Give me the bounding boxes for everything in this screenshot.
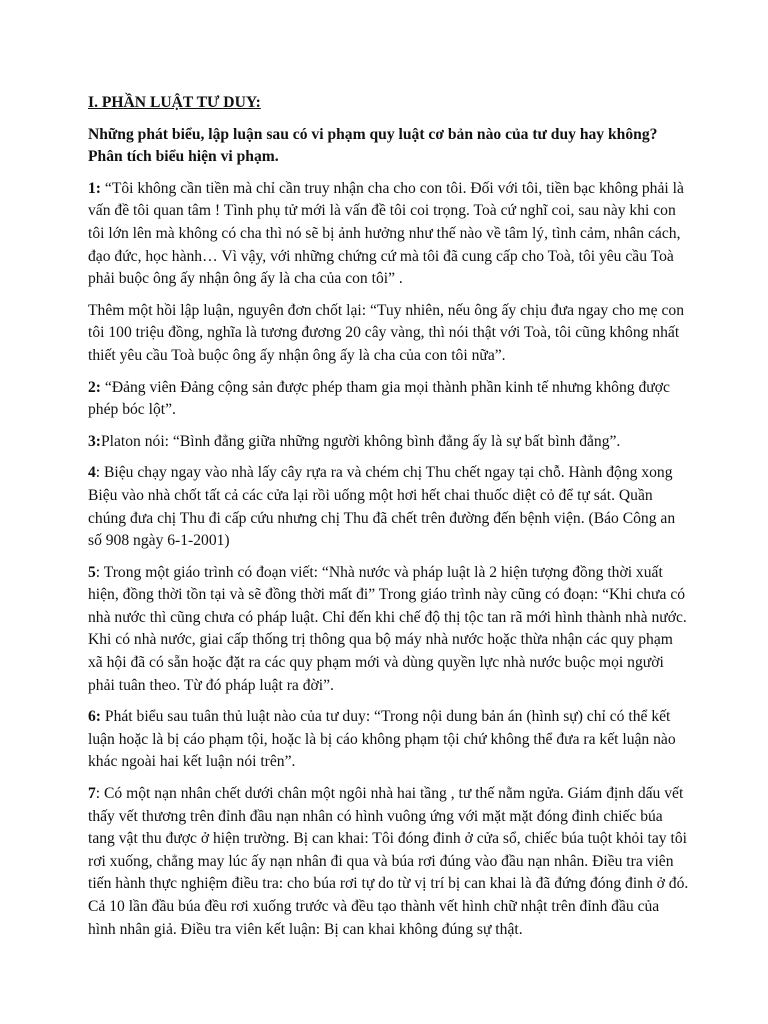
- exercise-number: 4: [88, 464, 96, 482]
- exercise-number: 3:: [88, 432, 101, 450]
- exercise-number: 7: [88, 785, 96, 803]
- exercise-number: 1:: [88, 179, 101, 197]
- exercise-7: [88, 783, 690, 941]
- exercise-text: “Đảng viên Đảng cộng sản được phép tham gia mọi thành phần kinh tế nhưng không được phép bóc lột”.: [88, 378, 670, 419]
- exercise-5: [88, 562, 690, 698]
- section-heading: I. PHẦN LUẬT TƯ DUY:: [88, 94, 261, 111]
- document-page: [88, 92, 690, 950]
- exercise-text: : Biệu chạy ngay vào nhà lấy cây rựa ra và chém chị Thu chết ngay tại chỗ. Hành động xong Biệu vào nhà chốt tất cả các cửa lại rồi uống một hơi hết chai thuốc diệt cỏ để tự sát. Quần chúng đưa chị Thu đi cấp cứu nhưng chị Thu đã chết trên đường đến bệnh viện. (Báo Công an số 908 ngày 6-1-2001): [88, 464, 676, 550]
- exercise-number: 2:: [88, 378, 101, 396]
- exercise-4: [88, 462, 690, 552]
- exercise-text: Platon nói: “Bình đẳng giữa những người không bình đẳng ấy là sự bất bình đẳng”.: [101, 432, 621, 450]
- exercise-number: 5: [88, 563, 96, 581]
- exercise-1: [88, 178, 690, 291]
- exercise-1-continuation: [88, 300, 690, 368]
- exercise-2: [88, 377, 690, 422]
- exercise-text: Thêm một hồi lập luận, nguyên đơn chốt lại: “Tuy nhiên, nếu ông ấy chịu đưa ngay cho mẹ con tôi 100 triệu đồng, nghĩa là tương đương 20 cây vàng, thì nói thật với Toà, tôi cũng không nhất thiết yêu cầu Toà buộc ông ấy nhận ông ấy là cha của con tôi nữa”.: [88, 301, 685, 364]
- question-prompt: Những phát biểu, lập luận sau có vi phạm quy luật cơ bản nào của tư duy hay không? Phân tích biểu hiện vi phạm.: [88, 125, 658, 166]
- exercise-number: 6:: [88, 708, 101, 726]
- exercise-text: : Trong một giáo trình có đoạn viết: “Nhà nước và pháp luật là 2 hiện tượng đồng thời xuất hiện, đồng thời tồn tại và sẽ đồng thời mất đi” Trong giáo trình này cũng có đoạn: “Khi chưa có nhà nước thì cũng chưa có pháp luật. Chỉ đến khi chế độ thị tộc tan rã mới hình thành nhà nước. Khi có nhà nước, giai cấp thống trị thông qua bộ máy nhà nước hoặc thừa nhận các quy phạm xã hội đã có sẵn hoặc đặt ra các quy phạm mới và dùng quyền lực nhà nước buộc mọi người phải tuân theo. Từ đó pháp luật ra đời”.: [88, 563, 687, 694]
- exercise-text: Phát biểu sau tuân thủ luật nào của tư duy: “Trong nội dung bản án (hình sự) chỉ có thể kết luận hoặc là bị cáo phạm tội, hoặc là bị cáo không phạm tội chứ không thể đưa ra kết luận nào khác ngoài hai kết luận nói trên”.: [88, 708, 676, 771]
- exercise-text: “Tôi không cần tiền mà chỉ cần truy nhận cha cho con tôi. Đối với tôi, tiền bạc không phải là vấn đề tôi quan tâm ! Tình phụ tử mới là vấn đề tôi coi trọng. Toà cứ nghĩ coi, sau này khi con tôi lớn lên mà không có cha thì nó sẽ bị ảnh hưởng như thế nào về tâm lý, tình cảm, nhân cách, đạo đức, học hành… Vì vậy, với những chứng cứ mà tôi đã cung cấp cho Toà, tôi yêu cầu Toà phải buộc ông ấy nhận ông ấy là cha của con tôi” .: [88, 179, 684, 288]
- exercise-6: [88, 706, 690, 774]
- exercise-text: : Có một nạn nhân chết dưới chân một ngôi nhà hai tầng , tư thế nằm ngửa. Giám định dấu vết thấy vết thương trên đỉnh đầu nạn nhân có hình vuông ứng với mặt mặt đóng đinh chiếc búa tang vật thu được ở hiện trường. Bị can khai: Tôi đóng đinh ở cửa sổ, chiếc búa tuột khỏi tay tôi rơi xuống, chẳng may lúc ấy nạn nhân đi qua và búa rơi đúng vào đầu nạn nhân. Điều tra viên tiến hành thực nghiệm điều tra: cho búa rơi tự do từ vị trí bị can khai là đã đứng đóng đinh ở đó. Cả 10 lần đầu búa đều rơi xuống trước và đều tạo thành vết hình chữ nhật trên đỉnh đầu của hình nhân giả. Điều tra viên kết luận: Bị can khai không đúng sự thật.: [88, 785, 689, 938]
- exercise-3: [88, 431, 690, 454]
